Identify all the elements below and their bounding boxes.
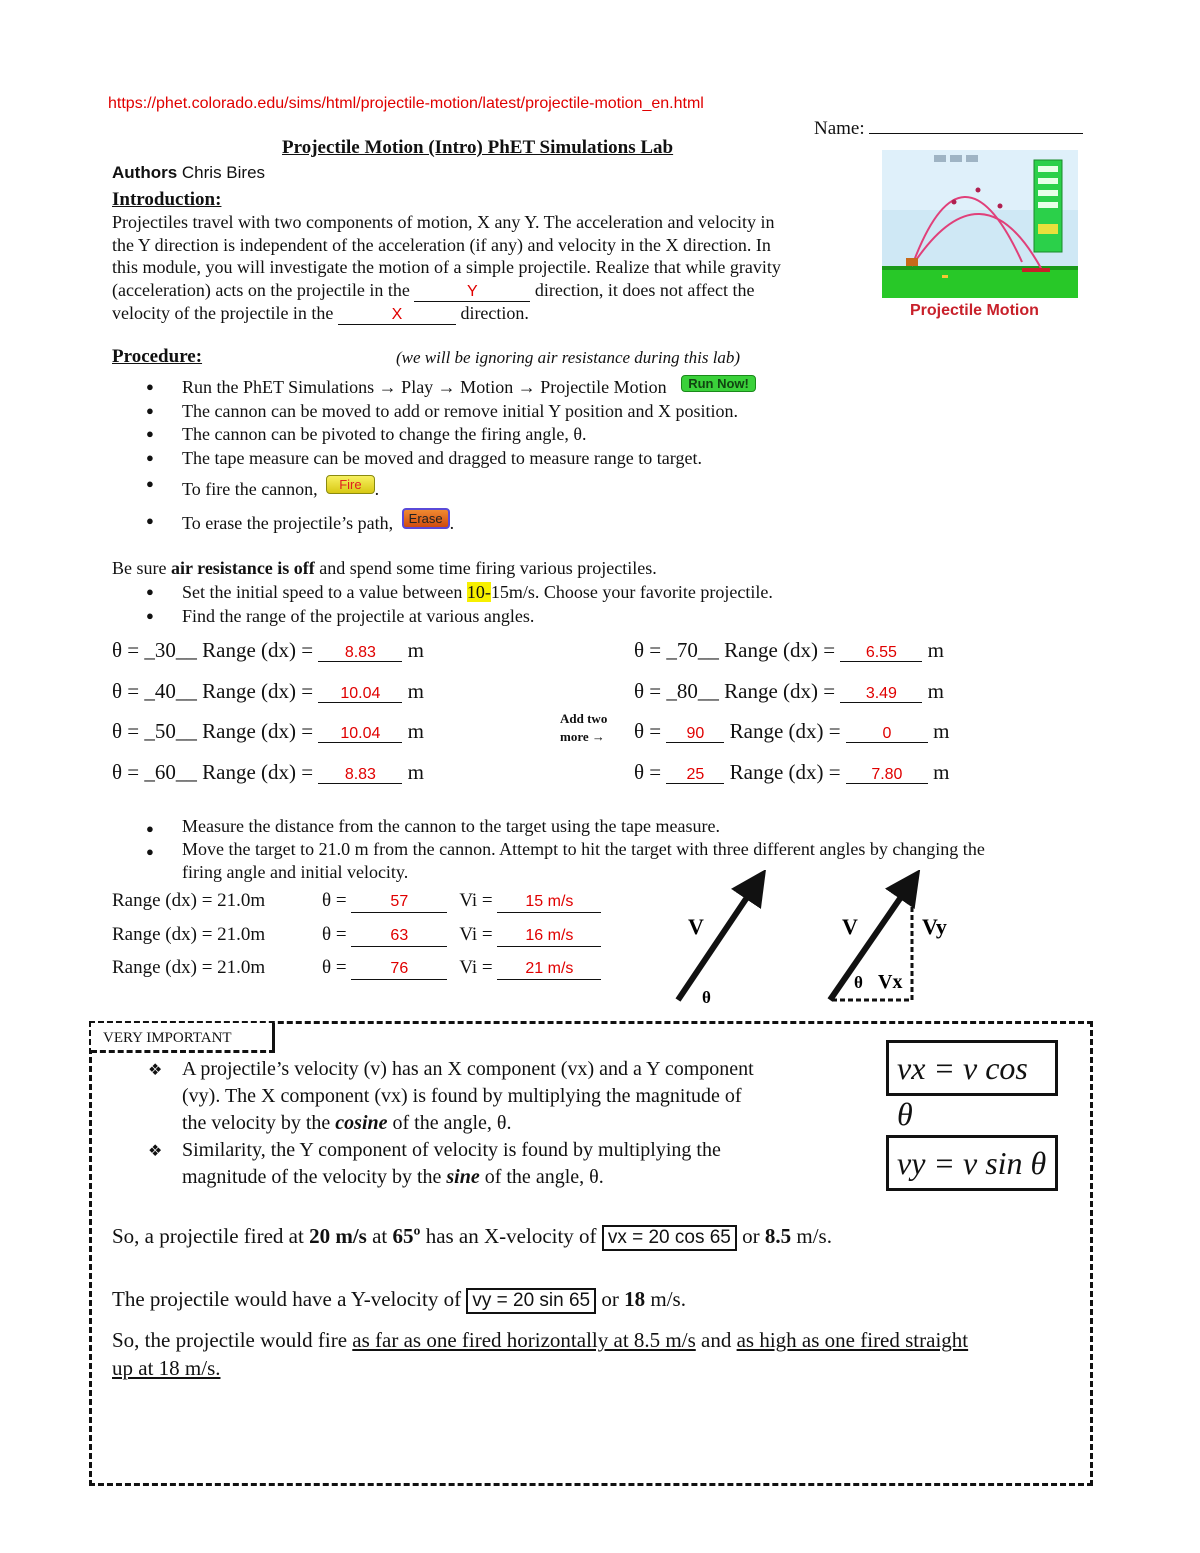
- intro-line: the Y direction is independent of the acceleration (if any) and velocity in the X direction. In: [112, 234, 771, 255]
- v-label: V: [688, 914, 704, 939]
- vy-equation-box: vy = v sin θ: [886, 1135, 1058, 1191]
- vi-answer: 21 m/s: [497, 958, 601, 980]
- theta-answer: 76: [351, 958, 447, 980]
- trial-row: θ = _40__ Range (dx) = 10.04 m: [112, 678, 424, 703]
- intro-paragraph: [112, 211, 872, 325]
- trial-row: θ = 25 Range (dx) = 7.80 m: [634, 759, 950, 784]
- important-point: ❖ Similarity, the Y component of velocity is found by multiplying the magnitude of the velocity by the sine of the angle, θ.: [148, 1139, 721, 1188]
- answer-blank-x: X: [338, 303, 456, 325]
- simulation-thumbnail: [882, 150, 1078, 298]
- source-url[interactable]: https://phet.colorado.edu/sims/html/projectile-motion/latest/projectile-motion_en.html: [108, 95, 704, 112]
- thumbnail-caption: Projectile Motion: [910, 302, 1039, 319]
- example-y-velocity: The projectile would have a Y-velocity of vy = 20 sin 65 or 18 m/s.: [112, 1287, 686, 1314]
- intro-line: (acceleration) acts on the projectile in the Y direction, it does not affect the: [112, 279, 755, 300]
- important-text: [148, 1056, 868, 1191]
- range-table-right: [634, 630, 949, 792]
- procedure-list: [112, 377, 872, 545]
- range-answer: 6.55: [840, 640, 922, 662]
- vector-diagram: [660, 870, 960, 1010]
- name-field[interactable]: [814, 115, 1083, 140]
- range-answer: 10.04: [318, 721, 402, 743]
- vy-example-box: vy = 20 sin 65: [466, 1288, 596, 1314]
- list-item: ● The tape measure can be moved and dragged to measure range to target.: [112, 448, 872, 474]
- name-label: Name:: [814, 118, 865, 139]
- theta-label: θ: [854, 973, 863, 992]
- list-item: ● The cannon can be pivoted to change the firing angle, θ.: [112, 424, 872, 448]
- trial-row: θ = _70__ Range (dx) = 6.55 m: [634, 638, 944, 662]
- range-answer: 0: [846, 721, 928, 743]
- speed-list: [112, 582, 1012, 627]
- target-row: Range (dx) = 21.0m θ = 63 Vi = 16 m/s: [112, 918, 601, 952]
- trial-row: θ = _80__ Range (dx) = 3.49 m: [634, 678, 944, 703]
- trial-row: θ = _60__ Range (dx) = 8.83 m: [112, 759, 424, 784]
- range-answer: 8.83: [318, 640, 402, 662]
- list-item: ● Run the PhET Simulations → Play → Motion → Projectile Motion Run Now!: [112, 377, 872, 401]
- range-answer: 8.83: [318, 762, 402, 784]
- speed-highlight: 10-: [466, 582, 491, 602]
- target-row: Range (dx) = 21.0m θ = 76 Vi = 21 m/s: [112, 951, 601, 985]
- vi-answer: 15 m/s: [497, 891, 601, 913]
- v-label: V: [842, 914, 858, 939]
- vi-answer: 16 m/s: [497, 925, 601, 947]
- trial-row: θ = _50__ Range (dx) = 10.04 m: [112, 719, 424, 743]
- list-item: ● Set the initial speed to a value between 10-15m/s. Choose your favorite projectile.: [112, 582, 1012, 606]
- erase-button[interactable]: Erase: [402, 508, 450, 529]
- vx-label: Vx: [878, 971, 903, 993]
- list-item: ● To erase the projectile’s path, Erase .: [112, 511, 872, 545]
- range-answer: 3.49: [840, 681, 922, 703]
- theta-answer: 57: [351, 891, 447, 913]
- intro-line: velocity of the projectile in the X direction.: [112, 302, 529, 323]
- procedure-heading: Procedure:: [112, 346, 203, 367]
- angle-answer: 25: [666, 762, 724, 784]
- important-point: ❖ A projectile’s velocity (v) has an X component (vx) and a Y component (vy). The X component (vx) is found by multiplying the magnitude of the velocity by the cosine of the angle, θ.: [148, 1058, 754, 1134]
- range-answer: 10.04: [318, 681, 402, 703]
- authors-value: Chris Bires: [181, 163, 266, 182]
- theta-label: θ: [702, 988, 711, 1007]
- authors-label: Authors: [112, 163, 178, 182]
- list-item: ● The cannon can be moved to add or remove initial Y position and X position.: [112, 401, 872, 424]
- diamond-bullet-icon: ❖: [148, 1141, 163, 1160]
- intro-line: this module, you will investigate the motion of a simple projectile. Realize that while gravity: [112, 257, 781, 277]
- velocity-vector: [678, 884, 756, 1000]
- procedure-note: (we will be ignoring air resistance during this lab): [396, 348, 741, 367]
- list-item: ● Move the target to 21.0 m from the cannon. Attempt to hit the target with three different angles by changing the firing angle and initial velocity.: [112, 838, 1092, 884]
- list-item: ● Find the range of the projectile at various angles.: [112, 606, 1012, 627]
- important-label: VERY IMPORTANT: [91, 1023, 275, 1053]
- diamond-bullet-icon: ❖: [148, 1060, 163, 1079]
- vy-label: Vy: [922, 914, 947, 939]
- authors-line: [112, 163, 265, 183]
- add-two-note: Add two more →: [560, 711, 608, 744]
- intro-line: Projectiles travel with two components of motion, X any Y. The acceleration and velocity in: [112, 212, 775, 232]
- conclusion: So, the projectile would fire as far as one fired horizontally at 8.5 m/s and as high as one fired straight up at 18 m/s.: [112, 1328, 969, 1380]
- run-now-button[interactable]: Run Now!: [681, 375, 756, 392]
- vx-example-box: vx = 20 cos 65: [602, 1225, 737, 1251]
- intro-heading: Introduction:: [112, 189, 222, 210]
- fire-button[interactable]: Fire: [326, 475, 374, 494]
- trial-row: θ = 90 Range (dx) = 0 m: [634, 719, 950, 743]
- example-x-velocity: So, a projectile fired at 20 m/s at 65º has an X-velocity of vx = 20 cos 65 or 8.5 m/s.: [112, 1224, 832, 1251]
- page-title: Projectile Motion (Intro) PhET Simulations Lab: [282, 137, 674, 158]
- angle-answer: 90: [666, 721, 724, 743]
- answer-blank-y: Y: [414, 280, 530, 302]
- theta-answer: 63: [351, 925, 447, 947]
- range-table-left: [112, 630, 424, 792]
- air-resistance-line: Be sure air resistance is off and spend some time firing various projectiles.: [112, 558, 657, 578]
- list-item: ● To fire the cannon, Fire .: [112, 474, 872, 511]
- vx-equation-box: vx = v cos θ: [886, 1040, 1058, 1096]
- target-row: Range (dx) = 21.0m θ = 57 Vi = 15 m/s: [112, 884, 601, 918]
- list-item: ● Measure the distance from the cannon to the target using the tape measure.: [112, 815, 1092, 838]
- target-trials: [112, 884, 601, 985]
- range-answer: 7.80: [846, 762, 928, 784]
- trial-row: θ = _30__ Range (dx) = 8.83 m: [112, 638, 424, 662]
